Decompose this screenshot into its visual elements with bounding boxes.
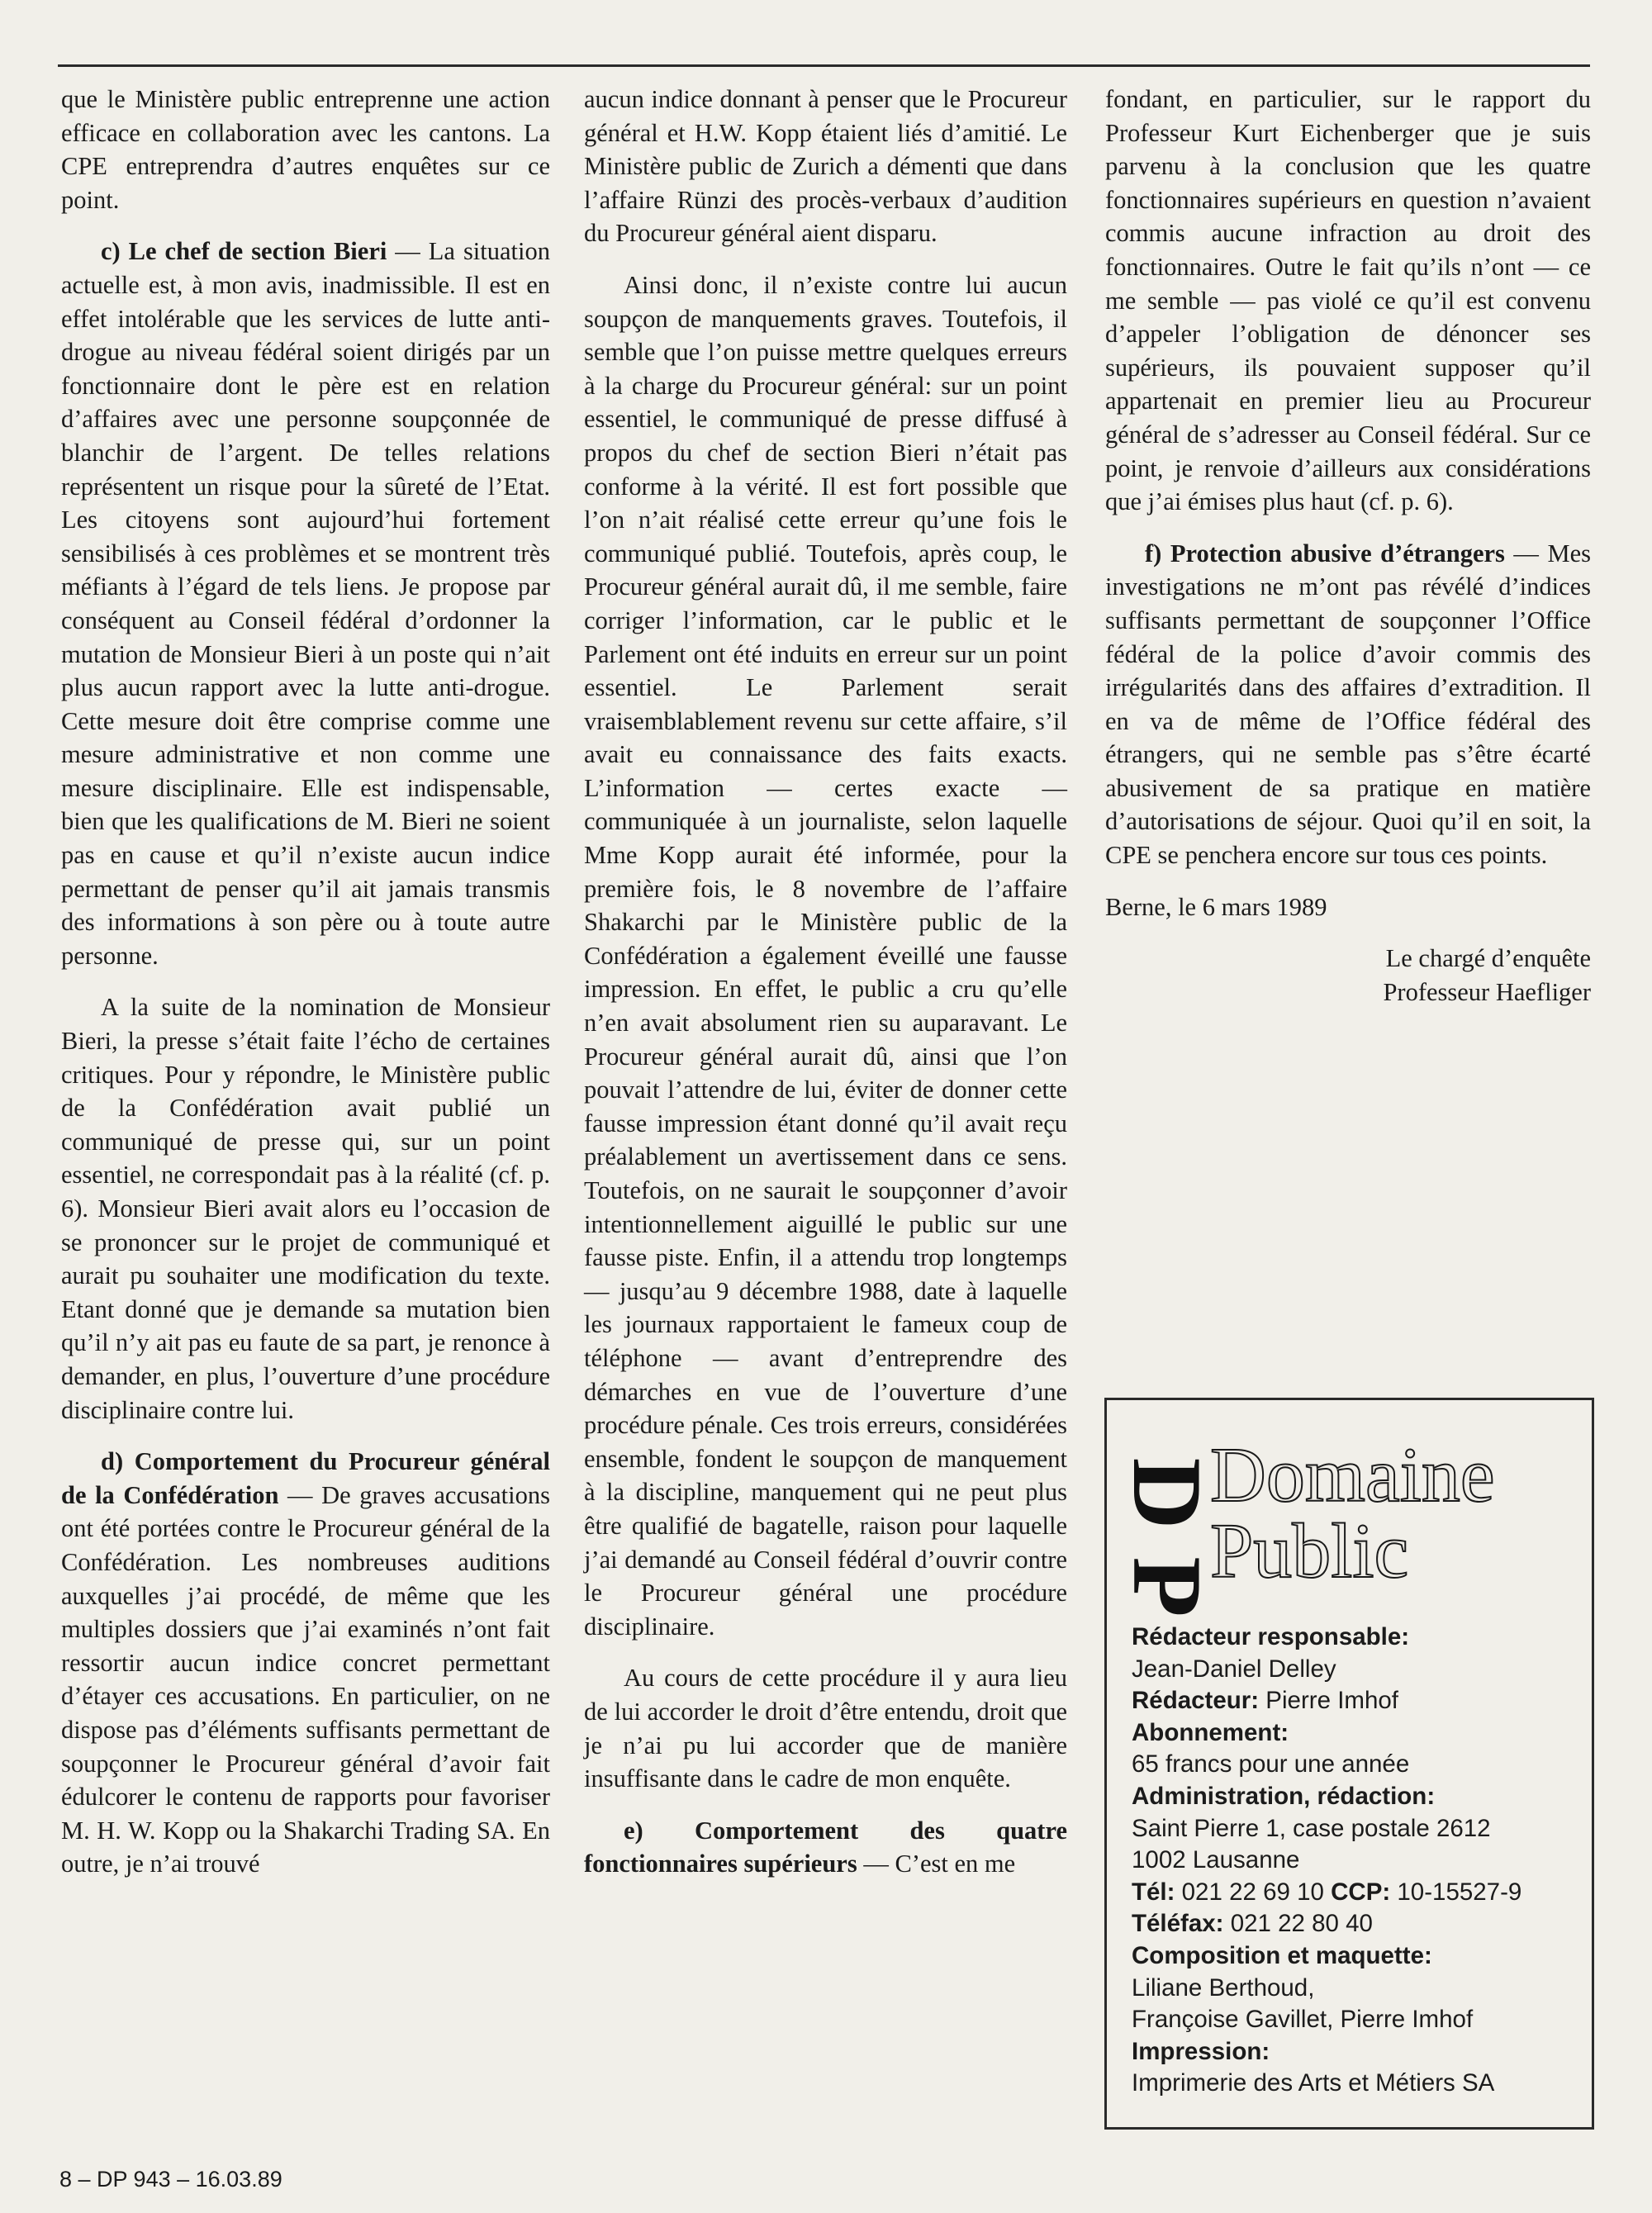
dp-logo xyxy=(1113,1440,1222,1630)
section-heading: e) Comportement des quatre fonctionnaires supérieurs xyxy=(584,1816,1067,1878)
section-text: — C’est en me xyxy=(857,1850,1016,1878)
page-footer: 8 – DP 943 – 16.03.89 xyxy=(59,2167,282,2192)
paragraph: Ainsi donc, il n’existe contre lui aucun soupçon de manquements graves. Toutefois, il semble que l’on puisse mettre quelques erreurs à la charge du Procureur général: sur un point essentiel, le communiqué de presse diffusé à propos du chef de section Bieri n’était pas conforme à la vérité. Il est fort possible que l’on n’ait réalisé cette erreur qu’une fois le communiqué publié. Toutefois, après coup, le Procureur général aurait dû, il me semble, faire corriger l’information, car le public et le Parlement ont été induits en erreur sur un point essentiel. Le Parlement serait vraisemblablement revenu sur cette affaire, s’il avait eu connaissance des faits exacts. L’information — certes exacte — communiquée à un journaliste, selon laquelle Mme Kopp aurait été informée, pour la première fois, le 8 novembre de l’affaire Shakarchi par le Ministère public de la Confédération a également éveillé une fausse impression. En effet, le public a cru qu’elle n’en avait absolument rien su auparavant. Le Procureur général aurait dû, ainsi que l’on pouvait l’attendre de lui, éviter de donner cette fausse impression étant donné qu’il avait reçu préalablement un avertissement dans ce sens. Toutefois, on ne saurait le soupçonner d’avoir intentionnellement aiguillé le public sur une fausse piste. Enfin, il a attendu trop longtemps — jusqu’au 9 décembre 1988, date à laquelle les journaux rapportaient le fameux coup de téléphone — avant d’entreprendre des démarches en vue de l’ouverture d’une procédure pénale. Ces trois erreurs, considérées ensemble, fondent le soupçon de manquement à la discipline, manquement qui ne peut plus être qualifié de bagatelle, raison pour laquelle j’ai demandé au Conseil fédéral d’ouvrir contre le Procureur général une procédure disciplinaire. xyxy=(584,270,1067,1641)
credit-line: Imprimerie des Arts et Métiers SA xyxy=(1132,2069,1495,2097)
brand-public: Public xyxy=(1210,1508,1409,1594)
paragraph xyxy=(61,235,550,972)
column-3 xyxy=(1105,83,1591,1009)
section-heading: c) Le chef de section Bieri xyxy=(101,237,387,266)
top-rule xyxy=(58,64,1590,67)
section-heading: d) Comportement du Procureur général de la Confédération xyxy=(61,1447,550,1509)
section-text: — La situation actuelle est, à mon avis, inadmissible. Il est en effet intolérable que les services de lutte anti-drogue au niveau fédéral soient dirigés par un fonctionnaire dont le père est en relation d’affaires avec une personne soupçonnée de blanchir de l’argent. De telles relations représentent un risque pour la sûreté de l’Etat. Les citoyens sont aujourd’hui fortement sensibilisés à ces problèmes et se montrent très méfiants à l’égard de tels liens. Je propose par conséquent au Conseil fédéral d’ordonner la mutation de Monsieur Bieri à un poste qui n’ait plus aucun rapport avec la lutte anti-drogue. Cette mesure doit être comprise comme une mesure administrative et non comme une mesure disciplinaire. Elle est indispensable, bien que les qualifications de M. Bieri ne soient pas en cause et qu’il n’existe aucun indice permettant de penser qu’il ait jamais transmis des informations à son père ou à toute autre personne. xyxy=(61,237,550,970)
date-line: Berne, le 6 mars 1989 xyxy=(1105,892,1327,921)
credit-line: Téléfax: 021 22 80 40 xyxy=(1132,1910,1373,1938)
paragraph: fondant, en particulier, sur le rapport du Professeur Kurt Eichenberger que je suis parvenu à la conclusion que les quatre fonctionnaires supérieurs en question n’avaient commis aucune infraction au droit des fonctionnaires. Outre le fait qu’ils n’ont — ce me semble — pas violé ce qu’il est convenu d’appeler l’obligation de dénoncer ses supérieurs, ils pouvaient supposer qu’il appartenait en premier lieu au Procureur général de s’adresser au Conseil fédéral. Sur ce point, je renvoie d’ailleurs aux considérations que j’ai émises plus haut (cf. p. 6). xyxy=(1105,85,1591,516)
masthead-credits xyxy=(1132,1622,1586,2100)
paragraph xyxy=(1105,537,1591,872)
credit-line: Administration, rédaction: xyxy=(1132,1782,1436,1810)
logo-letter-d: D xyxy=(1113,1457,1222,1530)
signature-name: Professeur Haefliger xyxy=(1383,977,1591,1006)
masthead-box xyxy=(1104,1398,1594,2130)
credit-line: Impression: xyxy=(1132,2037,1270,2065)
brand-domaine: Domaine xyxy=(1210,1432,1495,1518)
credit-line: Rédacteur responsable: xyxy=(1132,1623,1410,1650)
paragraph: que le Ministère public entreprenne une action efficace en collaboration avec les cantons. La CPE entreprendra d’autres enquêtes sur ce point. xyxy=(61,85,550,214)
section-text: — Mes investigations ne m’ont pas révélé d’indices suffisants permettant de soupçonner l’Office fédéral de la police d’avoir commis des irrégularités dans des affaires d’extradition. Il en va de même de l’Office fédéral des étrangers, qui ne semble pas s’être écarté abusivement de sa pratique en matière d’autorisations de séjour. Quoi qu’il en soit, la CPE se penchera encore sur tous ces points. xyxy=(1105,539,1591,870)
section-heading: f) Protection abusive d’étrangers xyxy=(1145,539,1505,567)
paragraph xyxy=(61,1445,550,1881)
signature-title: Le chargé d’enquête xyxy=(1385,944,1591,973)
paragraph: aucun indice donnant à penser que le Procureur général et H.W. Kopp étaient liés d’amitié. Le Ministère public de Zurich a démenti que dans l’affaire Rünzi des procès-verbaux d’audition du Procureur général aient disparu. xyxy=(584,85,1067,248)
section-text: — De graves accusations ont été portées contre le Procureur général de la Confédération. Les nombreuses auditions auxquelles j’ai procédé, de même que les multiples dossiers que j’ai examinés n’ont fait ressortir aucun indice concret permettant d’étayer ces accusations. En particulier, on ne dispose pas d’éléments suffisants permettant de soupçonner le Procureur général d’avoir fait édulcorer le contenu de rapports pour favoriser M. H. W. Kopp ou la Shakarchi Trading SA. En outre, je n’ai trouvé xyxy=(61,1480,550,1878)
credit-line: Rédacteur: Pierre Imhof xyxy=(1132,1687,1398,1715)
column-2 xyxy=(584,83,1067,1881)
credit-line: Jean-Daniel Delley xyxy=(1132,1655,1336,1683)
paragraph: Au cours de cette procédure il y aura lieu de lui accorder le droit d’être entendu, droit que je n’ai pu lui accorder que de manière insuffisante dans le cadre de mon enquête. xyxy=(584,1664,1067,1793)
paragraph: A la suite de la nomination de Monsieur Bieri, la presse s’était faite l’écho de certaines critiques. Pour y répondre, le Ministère public de la Confédération avait publié un communiqué de presse qui, sur un point essentiel, ne correspondait pas à la réalité (cf. p. 6). Monsieur Bieri avait alors eu l’occasion de se prononcer sur le projet de communiqué et aurait pu souhaiter une modification du texte. Etant donné que je demande sa mutation bien qu’il n’y ait pas eu faute de sa part, je renonce à demander, en plus, l’ouverture d’une procédure disciplinaire contre lui. xyxy=(61,993,550,1424)
credit-line: Tél: 021 22 69 10 CCP: 10-15527-9 xyxy=(1132,1878,1522,1906)
credit-line: Liliane Berthoud, xyxy=(1132,1973,1315,2002)
column-1 xyxy=(61,83,550,1881)
credit-line: Abonnement: xyxy=(1132,1718,1289,1746)
credit-line: Françoise Gavillet, Pierre Imhof xyxy=(1132,2006,1474,2034)
credit-line: 65 francs pour une année xyxy=(1132,1750,1410,1778)
credit-line: Composition et maquette: xyxy=(1132,1941,1432,1969)
paragraph xyxy=(584,1814,1067,1881)
credit-line: 1002 Lausanne xyxy=(1132,1846,1300,1874)
credit-line: Saint Pierre 1, case postale 2612 xyxy=(1132,1814,1491,1842)
logo-letter-p: P xyxy=(1113,1556,1222,1617)
